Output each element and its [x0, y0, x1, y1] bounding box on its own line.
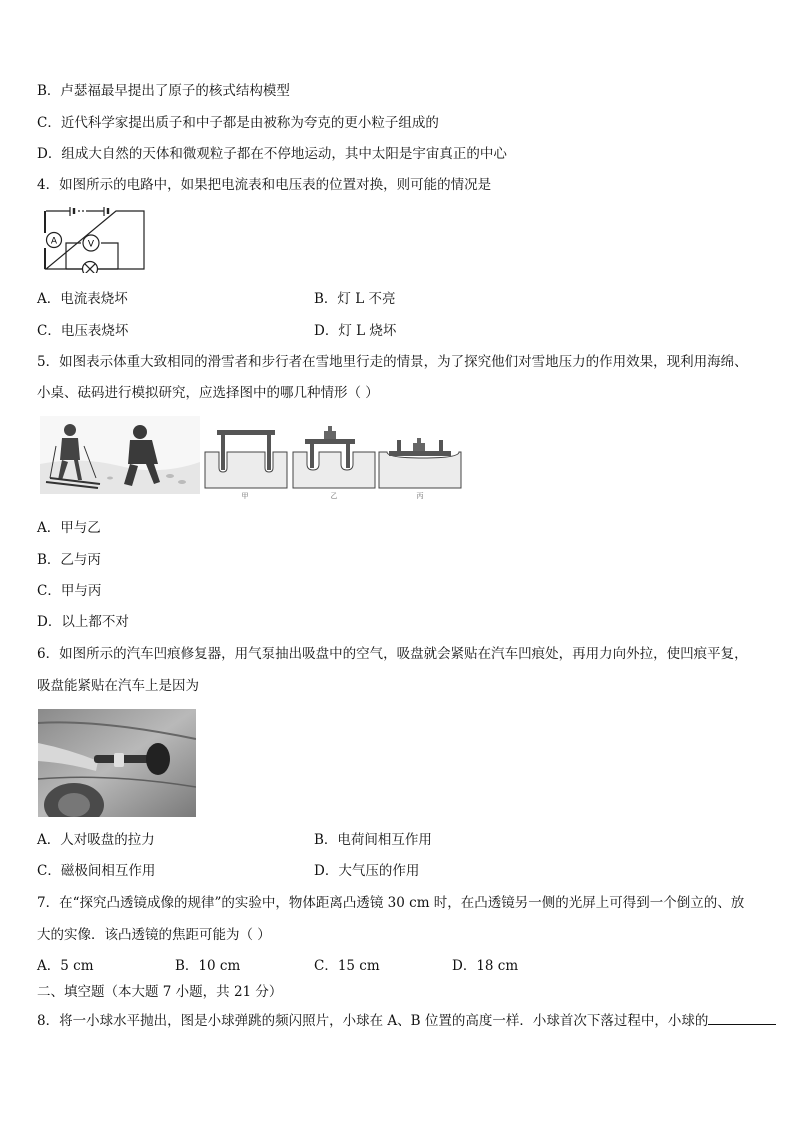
svg-text:甲: 甲 [241, 492, 249, 500]
svg-text:A: A [50, 236, 58, 247]
q6-option-b: B．电荷间相互作用 [314, 832, 432, 848]
q6-option-c: C．磁极间相互作用 [37, 863, 156, 879]
q3-option-b: B．卢瑟福最早提出了原子的核式结构模型 [37, 83, 290, 99]
q5-option-b: B．乙与丙 [37, 552, 101, 568]
q7-option-d: D．18 cm [452, 958, 519, 974]
q4-option-a: A．电流表烧坏 [37, 291, 128, 307]
q6-option-d: D．大气压的作用 [314, 863, 420, 879]
section-2-heading: 二、填空题（本大题 7 小题，共 21 分） [37, 984, 283, 1000]
q7-option-a: A．5 cm [37, 958, 94, 974]
q7-stem-line2: 大的实像．该凸透镜的焦距可能为（ ） [37, 927, 271, 943]
q6-option-a: A．人对吸盘的拉力 [37, 832, 155, 848]
q5-stem-line2: 小桌、砝码进行模拟研究，应选择图中的哪几种情形（ ） [37, 385, 379, 401]
lamp-symbol [83, 262, 98, 274]
q4-option-b: B．灯 L 不亮 [314, 291, 396, 307]
sponge-experiment-figure [203, 420, 463, 500]
svg-text:丙: 丙 [416, 492, 424, 500]
q5-option-a: A．甲与乙 [37, 520, 101, 536]
circuit-diagram [40, 207, 152, 273]
q3-option-c: C．近代科学家提出质子和中子都是由被称为夸克的更小粒子组成的 [37, 115, 439, 131]
ammeter-symbol [47, 233, 62, 248]
answer-blank[interactable] [708, 1010, 776, 1025]
q7-option-c: C．15 cm [314, 958, 380, 974]
q8-stem-text: 8．将一小球水平抛出，图是小球弹跳的频闪照片，小球在 A、B 位置的高度一样．小球首次下落过程中，小球的 [37, 1013, 709, 1029]
setup-yi [293, 426, 375, 500]
q5-stem-line1: 5．如图表示体重大致相同的滑雪者和步行者在雪地里行走的情景，为了探究他们对雪地压力的作用效果，现利用海绵、 [37, 354, 748, 370]
voltmeter-symbol [83, 235, 99, 251]
q4-option-d: D．灯 L 烧坏 [314, 323, 397, 339]
q4-option-c: C．电压表烧坏 [37, 323, 129, 339]
q5-option-d: D．以上都不对 [37, 614, 129, 630]
q7-option-b: B．10 cm [175, 958, 241, 974]
q7-stem-line1: 7．在“探究凸透镜成像的规律”的实验中，物体距离凸透镜 30 cm 时，在凸透镜另一侧的光屏上可得到一个倒立的、放 [37, 895, 745, 911]
q5-option-c: C．甲与丙 [37, 583, 102, 599]
q6-stem-line2: 吸盘能紧贴在汽车上是因为 [37, 678, 199, 694]
car-dent-repair-photo [38, 709, 196, 817]
q4-stem: 4．如图所示的电路中，如果把电流表和电压表的位置对换，则可能的情况是 [37, 177, 492, 193]
q6-stem-line1: 6．如图所示的汽车凹痕修复器，用气泵抽出吸盘中的空气，吸盘就会紧贴在汽车凹痕处，再用力向外拉，使凹痕平复， [37, 646, 748, 662]
svg-text:V: V [87, 239, 95, 250]
q3-option-d: D．组成大自然的天体和微观粒子都在不停地运动，其中太阳是宇宙真正的中心 [37, 146, 507, 162]
setup-bing [379, 438, 461, 500]
svg-text:乙: 乙 [330, 492, 338, 500]
snow-illustration [40, 416, 200, 494]
setup-jia [205, 430, 287, 500]
q8-stem [37, 1010, 776, 1030]
